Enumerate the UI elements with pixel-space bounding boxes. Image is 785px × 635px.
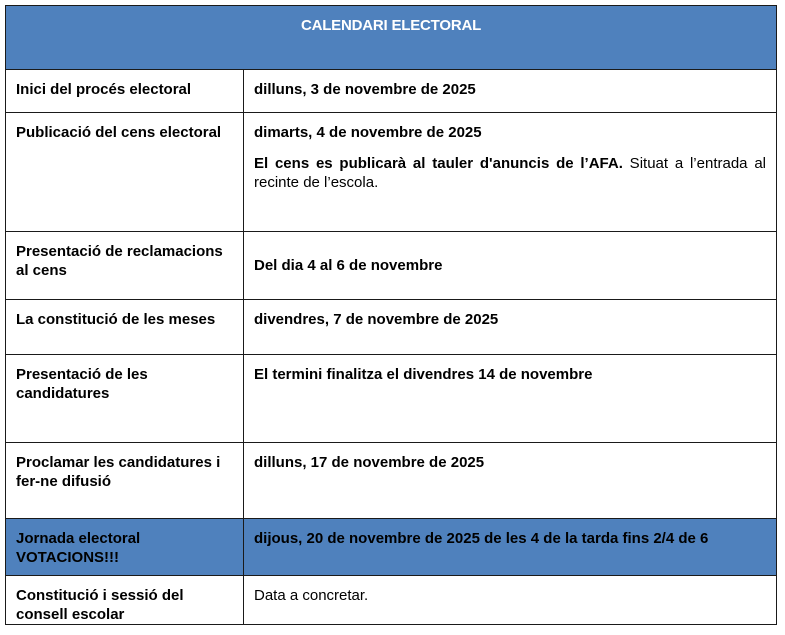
cens-note bbox=[254, 154, 766, 192]
row-label: Presentació de reclamacions al cens bbox=[6, 232, 244, 300]
row-label: Jornada electoral VOTACIONS!!! bbox=[6, 519, 244, 576]
row-label: Inici del procés electoral bbox=[6, 70, 244, 113]
table-row bbox=[6, 355, 777, 443]
electoral-calendar-table bbox=[5, 5, 777, 625]
row-value: Del dia 4 al 6 de novembre bbox=[244, 232, 777, 300]
row-value: dijous, 20 de novembre de 2025 de les 4 de la tarda fins 2/4 de 6 bbox=[244, 519, 777, 576]
row-label: Publicació del cens electoral bbox=[6, 113, 244, 232]
row-value: divendres, 7 de novembre de 2025 bbox=[244, 300, 777, 355]
row-value: Data a concretar. bbox=[244, 576, 777, 625]
table-row bbox=[6, 232, 777, 300]
table-row bbox=[6, 300, 777, 355]
row-value: El termini finalitza el divendres 14 de novembre bbox=[244, 355, 777, 443]
table-header-row bbox=[6, 6, 777, 70]
row-label: Proclamar les candidatures i fer-ne difusió bbox=[6, 443, 244, 519]
row-value-cell bbox=[244, 113, 777, 232]
table-row bbox=[6, 443, 777, 519]
row-label: La constitució de les meses bbox=[6, 300, 244, 355]
table-row-highlighted bbox=[6, 519, 777, 576]
row-value: dimarts, 4 de novembre de 2025 bbox=[254, 124, 482, 141]
table-row bbox=[6, 70, 777, 113]
row-label: Constitució i sessió del consell escolar bbox=[6, 576, 244, 625]
table-row bbox=[6, 576, 777, 625]
table-row bbox=[6, 113, 777, 232]
row-value: dilluns, 17 de novembre de 2025 bbox=[244, 443, 777, 519]
cens-note-text: Situat a l’entrada al recinte de l’escola. bbox=[254, 155, 766, 191]
row-value: dilluns, 3 de novembre de 2025 bbox=[244, 70, 777, 113]
table-title: CALENDARI ELECTORAL bbox=[6, 6, 777, 70]
row-label: Presentació de les candidatures bbox=[6, 355, 244, 443]
cens-note-bold: El cens es publicarà al tauler d'anuncis de l’AFA. bbox=[254, 155, 623, 172]
